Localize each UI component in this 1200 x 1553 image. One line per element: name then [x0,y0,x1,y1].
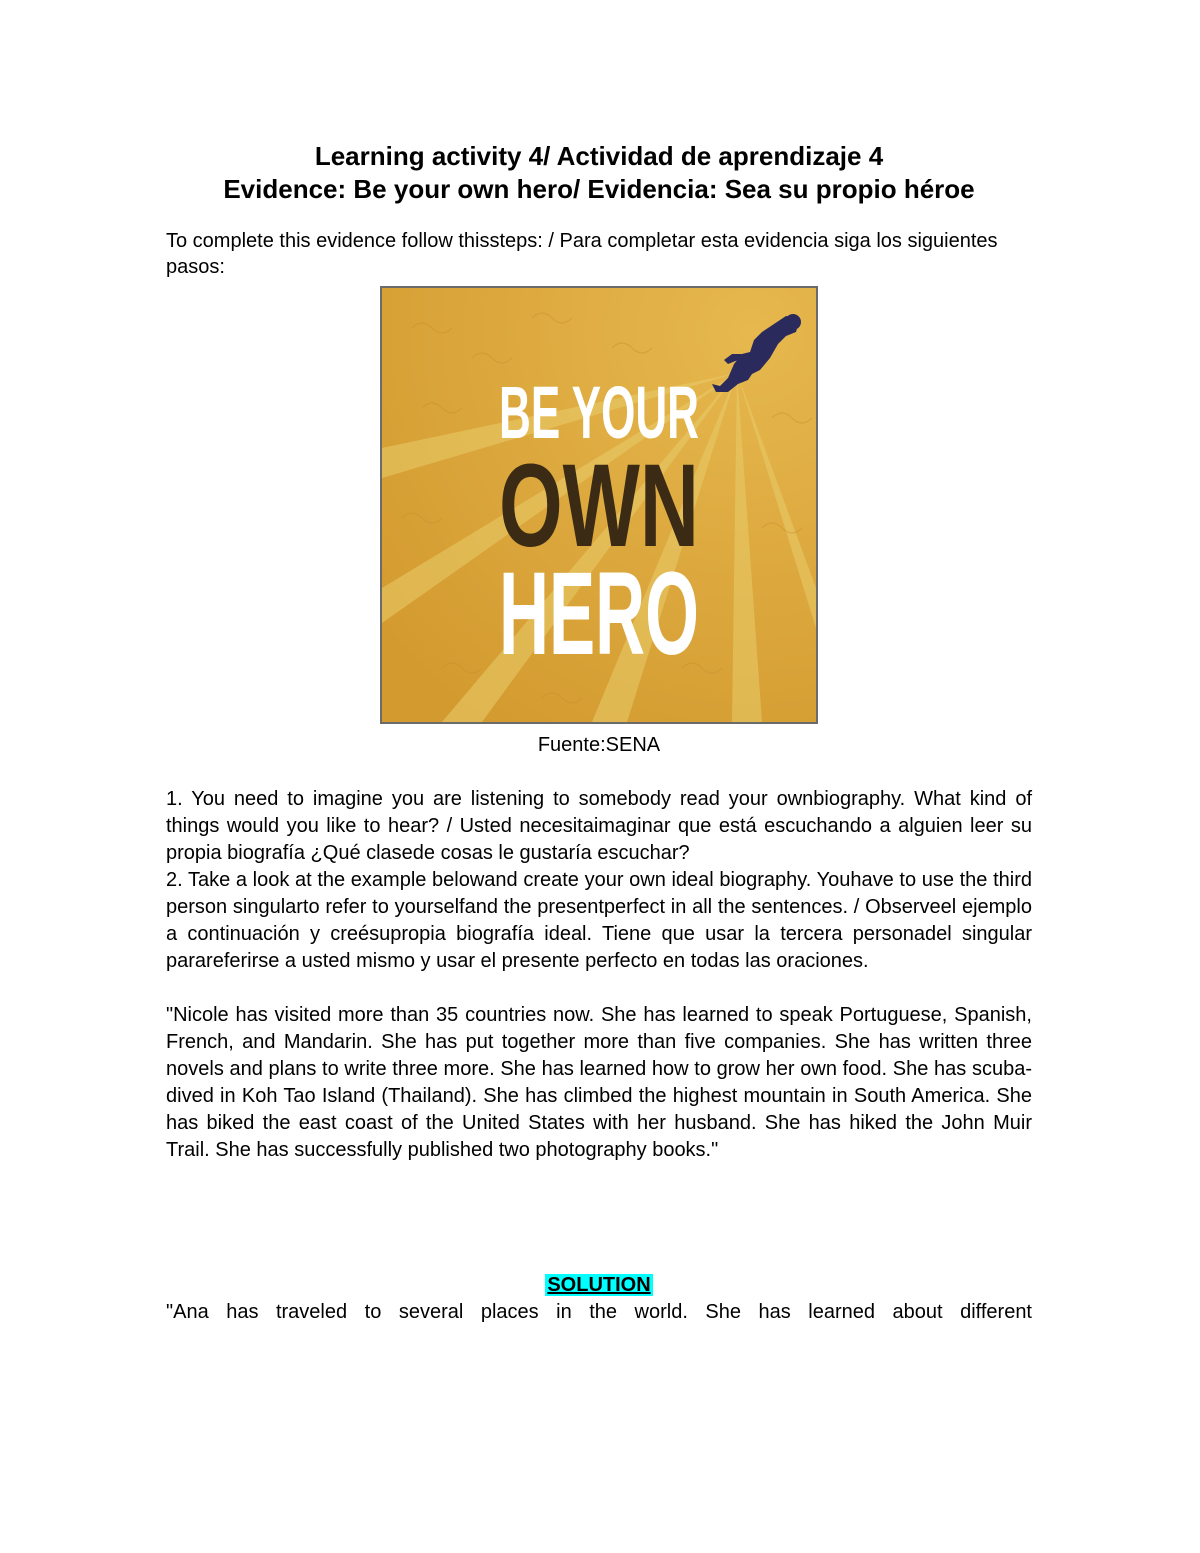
document-page [166,140,1032,1326]
example-biography: "Nicole has visited more than 35 countries now. She has learned to speak Portuguese, Spanish, French, and Mandarin. She has put together more than five companies. She has written three novels and plans to write three more. She has learned how to grow her own food. She has scuba-dived in Koh Tao Island (Thailand). She has climbed the highest mountain in South America. She has biked the east coast of the United States with her husband. She has hiked the John Muir Trail. She has successfully published two photography books." [166,1004,1032,1161]
solution-heading [166,1272,1032,1299]
intro-text: To complete this evidence follow thissteps: / Para completar esta evidencia siga los siguientes pasos: [166,230,998,278]
be-your-own-hero-poster [380,286,818,724]
title-line-1: Learning activity 4/ Actividad de aprendizaje 4 [314,141,884,171]
solution-text: "Ana has traveled to several places in the world. She has learned about different [166,1301,1032,1323]
solution-label: SOLUTION [547,1274,651,1296]
step-2: 2. Take a look at the example belowand create your own ideal biography. Youhave to use the third person singularto refer to yourselfand the presentperfect in all the sentences. / Observeel ejemplo a continuación y creésupropia biografía ideal. Tiene que usar la tercera personadel singular parareferirse a usted mismo y usar el presente perfecto en todas las oraciones. [166,869,1032,972]
poster-line-be-your: BE YOUR [499,371,699,454]
poster-line-hero: HERO [499,548,699,680]
title-line-2: Evidence: Be your own hero/ Evidencia: Sea su propio héroe [223,174,975,204]
step-1: 1. You need to imagine you are listening to somebody read your ownbiography. What kind of things would you like to hear? / Usted necesitaimaginar que está escuchando a alguien leer su propia biografía ¿Qué clasede cosas le gustaría escuchar? [166,788,1032,864]
instructions [166,786,1032,975]
document-title [166,140,1032,206]
image-caption: Fuente:SENA [537,734,661,756]
poster-line-own: OWN [499,440,699,572]
